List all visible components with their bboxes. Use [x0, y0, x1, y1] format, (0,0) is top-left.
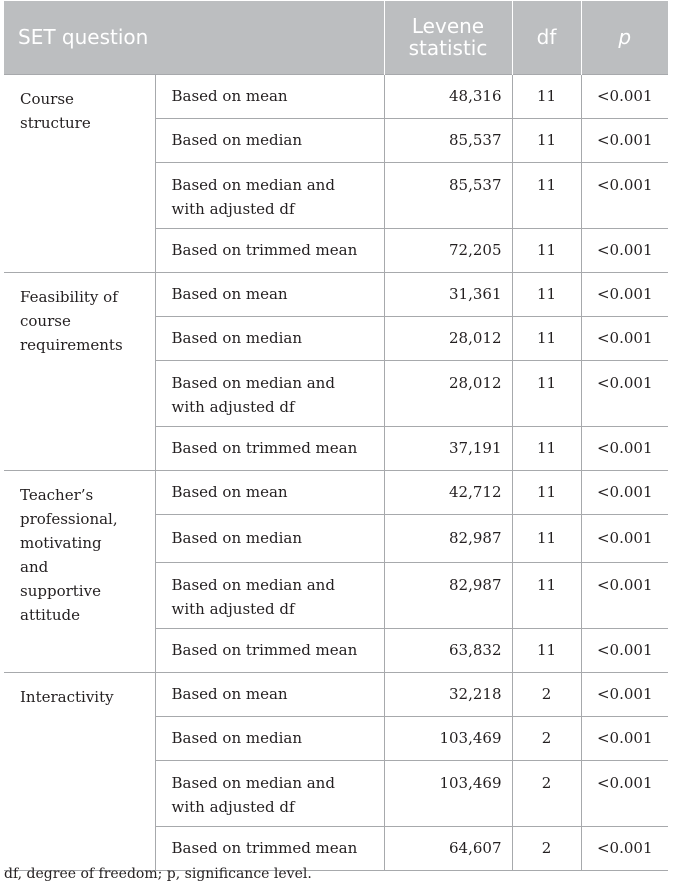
method-cell: Based on median — [155, 118, 384, 162]
df-cell: 11 — [512, 162, 581, 228]
df-cell: 11 — [512, 228, 581, 272]
statistic-cell: 48,316 — [384, 74, 512, 118]
p-cell: <0.001 — [581, 716, 668, 760]
statistic-cell: 82,987 — [384, 562, 512, 628]
statistic-cell: 85,537 — [384, 118, 512, 162]
statistic-cell: 32,218 — [384, 672, 512, 716]
set-question-text: professional, — [20, 509, 118, 528]
header-df: df — [512, 1, 581, 74]
p-cell: <0.001 — [581, 760, 668, 826]
statistic-cell: 85,537 — [384, 162, 512, 228]
set-question-text: and — [20, 557, 49, 576]
statistic-cell: 103,469 — [384, 760, 512, 826]
method-text: with adjusted df — [171, 199, 295, 218]
method-cell: Based on trimmed mean — [155, 228, 384, 272]
p-cell: <0.001 — [581, 272, 668, 316]
header-levene-line2: statistic — [408, 36, 488, 61]
set-question-text: motivating — [20, 533, 102, 552]
method-cell: Based on median — [155, 716, 384, 760]
df-cell: 2 — [512, 716, 581, 760]
p-cell: <0.001 — [581, 826, 668, 870]
statistic-cell: 64,607 — [384, 826, 512, 870]
statistic-cell: 28,012 — [384, 360, 512, 426]
p-cell: <0.001 — [581, 672, 668, 716]
p-cell: <0.001 — [581, 470, 668, 514]
table-footnote: df, degree of freedom; p, significance level. — [4, 866, 312, 882]
p-cell: <0.001 — [581, 628, 668, 672]
statistic-cell: 37,191 — [384, 426, 512, 470]
table-row — [4, 74, 668, 118]
set-question-cell — [4, 74, 155, 272]
method-cell: Based on trimmed mean — [155, 826, 384, 870]
method-cell — [155, 360, 384, 426]
df-cell: 11 — [512, 316, 581, 360]
statistic-cell: 72,205 — [384, 228, 512, 272]
method-text: Based on median and — [171, 175, 335, 194]
df-cell: 11 — [512, 562, 581, 628]
df-cell: 2 — [512, 672, 581, 716]
set-question-cell — [4, 672, 155, 870]
levene-table — [4, 1, 668, 871]
set-question-text: Feasibility of — [20, 287, 118, 306]
method-cell: Based on mean — [155, 672, 384, 716]
p-cell: <0.001 — [581, 514, 668, 562]
header-row — [4, 1, 668, 74]
table-row — [4, 672, 668, 716]
table-row — [4, 470, 668, 514]
statistic-cell: 103,469 — [384, 716, 512, 760]
df-cell: 11 — [512, 118, 581, 162]
statistic-cell: 42,712 — [384, 470, 512, 514]
p-cell: <0.001 — [581, 162, 668, 228]
set-question-text: structure — [20, 113, 91, 132]
p-cell: <0.001 — [581, 118, 668, 162]
set-question-text: requirements — [20, 335, 123, 354]
df-cell: 11 — [512, 470, 581, 514]
method-text: Based on median and — [171, 575, 335, 594]
df-cell: 11 — [512, 514, 581, 562]
set-question-text: Interactivity — [20, 687, 114, 706]
method-text: Based on median and — [171, 773, 335, 792]
p-cell: <0.001 — [581, 562, 668, 628]
method-cell — [155, 162, 384, 228]
header-set-question: SET question — [4, 1, 384, 74]
header-levene-statistic — [384, 1, 512, 74]
statistic-cell: 63,832 — [384, 628, 512, 672]
set-question-cell — [4, 470, 155, 672]
method-cell: Based on trimmed mean — [155, 628, 384, 672]
method-cell: Based on trimmed mean — [155, 426, 384, 470]
df-cell: 11 — [512, 360, 581, 426]
p-cell: <0.001 — [581, 426, 668, 470]
set-question-text: supportive attitude — [20, 581, 101, 624]
set-question-text: Teacher’s — [20, 485, 94, 504]
p-cell: <0.001 — [581, 228, 668, 272]
set-question-text: Course — [20, 89, 74, 108]
df-cell: 2 — [512, 826, 581, 870]
method-text: with adjusted df — [171, 797, 295, 816]
method-cell: Based on mean — [155, 272, 384, 316]
df-cell: 11 — [512, 628, 581, 672]
method-cell — [155, 562, 384, 628]
method-cell: Based on mean — [155, 74, 384, 118]
method-text: with adjusted df — [171, 599, 295, 618]
header-levene-line1: Levene — [411, 14, 485, 39]
statistic-cell: 31,361 — [384, 272, 512, 316]
statistic-cell: 82,987 — [384, 514, 512, 562]
header-p: p — [581, 1, 668, 74]
df-cell: 11 — [512, 272, 581, 316]
set-question-text: course — [20, 311, 71, 330]
method-cell: Based on median — [155, 514, 384, 562]
p-cell: <0.001 — [581, 74, 668, 118]
df-cell: 11 — [512, 74, 581, 118]
method-text: Based on median and — [171, 373, 335, 392]
df-cell: 2 — [512, 760, 581, 826]
table-row — [4, 272, 668, 316]
df-cell: 11 — [512, 426, 581, 470]
method-cell — [155, 760, 384, 826]
p-cell: <0.001 — [581, 316, 668, 360]
statistic-cell: 28,012 — [384, 316, 512, 360]
method-cell: Based on mean — [155, 470, 384, 514]
p-cell: <0.001 — [581, 360, 668, 426]
method-cell: Based on median — [155, 316, 384, 360]
method-text: with adjusted df — [171, 397, 295, 416]
set-question-cell — [4, 272, 155, 470]
